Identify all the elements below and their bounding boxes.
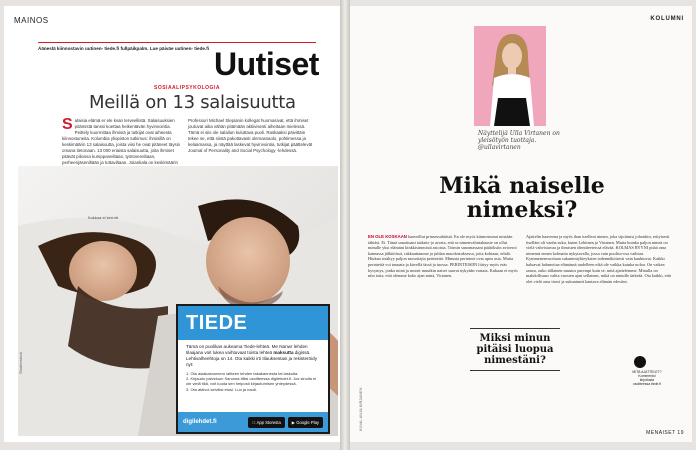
article-column-2: Professori Michael Slepianin kollegat huomasivat, että ihmiset joutuvat aika vähän pitämään aktiivisesti aiheitaan mielessä. Tämä ei siis ole salailun kuluttava puoli. Raskaaksi päivittäin tekee se, että niistä pakottavasti olemassaolo, pohtimessa ja kelaamassa, ja näyttää laskevat hyvinvointia, tutkijat päättelevät Journal of Personality and Social Psychology -lehdessä. [188, 118, 313, 153]
tiede-steps [178, 368, 328, 392]
apple-icon [252, 420, 255, 425]
app-store-badge[interactable] [248, 417, 285, 428]
photo-caption: Kukkoa ei kerroit. [88, 215, 119, 220]
header-blurb: Ääneslä kiinnostavin uutinen- tiede.fi fullpäikpalm. Lue päiväe uutinen- tiede.fi [38, 46, 210, 51]
tiede-details-bold: maksutta [273, 350, 294, 355]
photo-credit: Shutterstock [18, 351, 23, 374]
page-spine [340, 0, 350, 450]
article-kicker: SOSIAALIPSYKOLOGIA [154, 85, 220, 91]
tiede-step: 3. Ota aktivoi seiviksi etusi. Luo ja nauti. [186, 386, 257, 392]
page-number: MENAISET 19 [646, 430, 684, 436]
tiede-intro-text: Tämä on puolikas aukeama Tiede-lehteä. [186, 344, 271, 349]
pull-quote: Miksi minun pitäisi luopua nimestäni? [470, 328, 560, 371]
drop-cap: S [62, 116, 73, 133]
tiede-details-pre: Me Nanwr lehden tilaajana voit lukea vaihtuvaat toista lehteä [186, 344, 308, 355]
app-store-label: App Storesta [256, 419, 281, 425]
right-page [350, 6, 692, 442]
left-page [4, 6, 340, 442]
page-title: Uutiset [214, 46, 319, 82]
top-rule [38, 42, 316, 43]
google-play-badge[interactable] [288, 417, 323, 428]
tiede-promo-box [176, 304, 330, 434]
article-title: Meillä on 13 salaisuutta [89, 92, 296, 113]
tiede-details-post: digissä. Lehtivalheehtoja on 14. Ota kaikki irti tilauksestasi ja rekisteröidy nyt: [186, 350, 317, 367]
section-label: MAINOS [14, 16, 49, 25]
author-photo [474, 26, 546, 126]
digilehdet-link[interactable]: digilehdet.fi [183, 419, 217, 425]
google-play-label: Google Play [296, 419, 319, 425]
right-photo-credit: KUVA: ANJA KIRJANEN [358, 387, 363, 431]
tiede-step: 2. Kirjaudu palveluun Sanoma-tiliisi osoitteessa digilehdet.fi. Jos sinulla ei ole vielä tiliä, voit luoda sen helposti kirjautumisen yhteydessä. [186, 376, 317, 387]
tiede-footer [178, 412, 328, 432]
play-icon: ▶ [291, 419, 296, 425]
tiede-step: 1. Ota asiakasnumero laitteen lehden takakannesta tai laskulta. [186, 371, 299, 376]
info-icon [634, 356, 646, 368]
tiede-intro [178, 340, 328, 368]
author-caption: Näyttelijä Ulla Virtanen on yleisötyön tuottaja. @ullavirtanen [478, 130, 560, 151]
column-lead: EN OLE KOSKAAN [368, 234, 407, 239]
column-text-2: Ajattelin haaveena ja myös ihan itselleni nimen, joka sijoittuisi johonkin, erityisesti itselläni oli vanha suku, kuten Lehtinen ja Virtanen. Mutta kuinka paljon nimeä on vielä vahvistuvaa ja ihmisten identiteeteissä elävää. KOLMAS RYYNI pitää oma nimensä ennen kolmatta nykytavalla, jossa vain puoliso-osa vaihtuu. Kymmenenvuotiaan sukunimiyhteyksien todennäköisesti vain kauhtuvat. Kaikki haluavat hahmottaa elämänsä uudelleen eikä ole vaikka kuinka noloa. On vaikea sanoa, onko tällainen muutos parempi kuin se, mitä ajattelemme. Minulla on mahdollisuus valita vuosien ajan sellainen, mikä on minulle tärkeää. Ota kaikki, että olet vielä oma itsesi ja sukunimeä kantava elämän edestäsi. [526, 234, 671, 284]
info-text: MITÄ AJATTELET? Kommentoi kirjoitusta osoitteessa tiede.fi [632, 370, 662, 386]
column-body-1: haaveillut prinsessahäistä. En ole myös kiinnostunut mistään tähtäsi. Ei. Tämä sanottuani taidatte jo arvata, että se nimenvalintahaaste on ollut minulle yksi elämäni kinkkisimmistä asioista. Toimin sanomassani päätöksiin avioerot kannassa jälkitöissä, rakkauttamme ja juhlan muodostuksessa, joita kohtaan, tehdä. Hiukan sisältyy paljon mosottajia perinteitä. Minusta perinteet ovat upea asia. Mutta perinteitä voi tuunata ja kävellä tässä ja tuossa. PERINTEISIIN liittyy myös eräs kysymys, jonka minä ja monet muutkin naiset saavat nykyään vastata. Kukaan ei myös niin totta, että olemme koko ajan minä, Virtanen. [368, 234, 518, 279]
column-text-1 [368, 234, 518, 279]
column-title: Mikä naiselle nimeksi? [439, 173, 605, 223]
store-badges [248, 417, 323, 428]
article-text-1: alaisia elämä er ele kvan terveellistä. Salaisuuksien pitämistä tanssi koettaa heikentävän hyvinvointia. Peittely kuormittaa ihmisiä ja tutkijat ovat aiheesta kiinnostuneita. Kolumbia yliopiston tutkimus: ihmisillä on keskimäärin 13 salaisuutta, joista viisi he ovat pitäneet täysin omana tietonaan. 13 000 eriaista salaisuutta, joita ihmiset pitävät piilossa kumppaneiltaan, työtovereiltaan, perheenjäseniltään ja tuttaviltaan. Joiankala on keskimäärin [62, 118, 181, 165]
section-label-kolumni: KOLUMNI [650, 16, 684, 22]
tiede-title: TIEDE [178, 306, 328, 340]
